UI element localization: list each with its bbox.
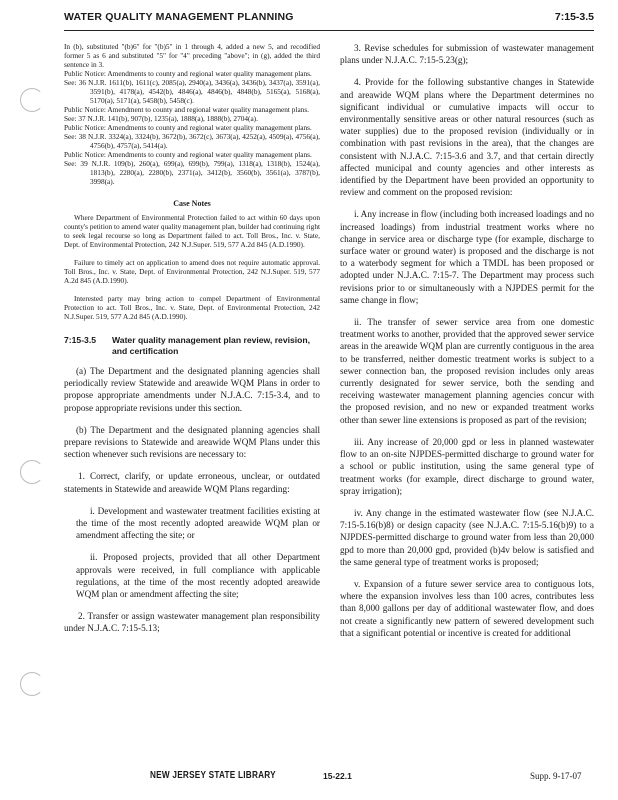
body-paragraph: ii. The transfer of sewer service area from one domestic treatment works to another, provided that the approved sewer service areas in the areawide WQM plan are currently contiguous in the area to be transferred, neither domestic treatment works is subject to a sewer connection ban, the proposed revision includes only areas currently designated for sewer service, both the sending and receiving wastewater management planning agencies concur with the proposed revision, and no new or expanded treatment works other than sewer line extensions is proposed as part of the revision; — [340, 317, 594, 425]
history-note: In (b), substituted "(b)6" for "(b)5" in 1 through 4, added a new 5, and recodified former 5 as 6 and substituted "5" for "4" preceding "above"; in (g), added the third sentence in 3. — [64, 42, 320, 69]
see-citation: See: 37 N.J.R. 141(b), 907(b), 1235(a), 1888(a), 1888(b), 2704(a). — [64, 114, 258, 123]
body-paragraph: 4. Provide for the following substantive changes in Statewide and areawide WQM plans where the Department determines no significant individual or cumulative impacts will occur to environmentally sensitive areas or other natural resources (such as water supplies) due to the proposed revision (individually or in combination with past revisions in the area), that the changes are consistent with N.J.A.C. 7:15-3.6 and 3.7, and that certain directly affected municipal and county agencies and other interests as identified by the Department have been provided an opportunity to review and comment on the proposed revision: — [340, 77, 594, 198]
section-heading — [64, 335, 320, 357]
body-paragraph: (b) The Department and the designated planning agencies shall prepare revisions to Statewide and areawide WQM Plans under this section whenever such revisions are necessary to: — [64, 424, 320, 460]
public-notice: Public Notice: Amendment to county and regional water quality management plans. — [64, 105, 309, 114]
body-paragraph: iii. Any increase of 20,000 gpd or less in planned wastewater flow to an on-site NJPDES-permitted discharge to ground water for a school or public institution, using the same general type of treatment works (for example, direct discharge to ground water, spray irrigation); — [340, 436, 594, 496]
section-title: Water quality management plan review, revision, and certification — [112, 335, 311, 356]
binder-hole-bottom — [20, 672, 44, 696]
left-column — [64, 42, 320, 742]
binder-hole-top — [20, 88, 44, 112]
body-paragraph: i. Any increase in flow (including both increased loadings and no increased loadings) from industrial treatment works where no change in service area or discharge type (for example, discharge to surface water or ground water) is proposed and the discharge is not to a waterbody segment for which a TMDL has been proposed or adopted under N.J.A.C. 7:15-7. The Department may process such revisions prior to or simultaneously with a NJPDES permit for the same change in flow; — [340, 209, 594, 305]
body-paragraph: i. Development and wastewater treatment facilities existing at the time of the most recently adopted areawide WQM plan or amendment affecting the site; or — [76, 505, 320, 541]
binder-hole-middle — [20, 460, 44, 484]
body-paragraph: (a) The Department and the designated planning agencies shall periodically review Statewide and areawide WQM Plans in order to propose appropriate amendments under N.J.A.C. 7:15-3.4, and to propose appropriate revisions under this section. — [64, 366, 320, 413]
public-notice: Public Notice: Amendments to county and regional water quality management plans. — [64, 69, 312, 78]
see-citation: See: 36 N.J.R. 1611(b), 1611(c), 2085(a), 2940(a), 3436(a), 3436(b), 3437(a), 3591(a), 3591(b), 4178(a), 4542(b), 4846(a), 4846(b), 4848(b), 5165(a), 5168(a), 5170(a), 5171(a), 5458(b), 5458(c). — [64, 78, 320, 105]
section-number: 7:15-3.5 — [64, 335, 97, 345]
case-note: Where Department of Environmental Protection failed to act within 60 days upon county's petition to amend water quality management plan, builder had continuing right to seek legal recourse so long as Department failed to act. Toll Bros., Inc. v. State, Dept. of Environmental Protection, 242 N.J.Super. 519, 577 A.2d 845 (A.D.1990). — [64, 213, 320, 249]
case-note: Interested party may bring action to compel Department of Environmental Protection to act. Toll Bros., Inc. v. State, Dept. of Environmental Protection, 242 N.J.Super. 519, 577 A.2d 845 (A.D.1990). — [64, 294, 320, 321]
body-paragraph: iv. Any change in the estimated wastewater flow (see N.J.A.C. 7:15-5.16(b)8) or design capacity (see N.J.A.C. 7:15-5.16(b)9) to a NJPDES-permitted discharge to ground water from less than 20,000 gpd to more than 20,000 gpd, provided (b)4v below is satisfied and the same general type of treatment works is proposed; — [340, 507, 594, 567]
library-stamp: NEW JERSEY STATE LIBRARY — [150, 770, 276, 781]
running-header — [64, 4, 594, 31]
body-paragraph: 2. Transfer or assign wastewater management plan responsibility under N.J.A.C. 7:15-5.13; — [64, 611, 320, 634]
see-citation: See: 38 N.J.R. 3324(a), 3324(b), 3672(b), 3672(c), 3673(a), 4252(a), 4509(a), 4756(a), 4756(b), 4757(a), 5414(a). — [64, 132, 320, 150]
right-column — [340, 42, 594, 742]
public-notice: Public Notice: Amendments to county and regional water quality management plans. — [64, 150, 312, 159]
body-paragraph: ii. Proposed projects, provided that all other Department approvals were received, in full compliance with applicable regulations, at the time of the most recently adopted areawide WQM plan or amendment affecting the site; — [76, 552, 320, 600]
body-paragraph: 3. Revise schedules for submission of wastewater management plans under N.J.A.C. 7:15-5.23(g); — [340, 43, 594, 66]
header-section-ref: 7:15-3.5 — [554, 11, 594, 23]
body-paragraph: v. Expansion of a future sewer service area to contiguous lots, where the expansion involves less than 100 acres, contributes less than 8,000 gallons per day of additional wastewater flow, and does not create a significantly new pattern of sewered development such that a significant potential or incentive is created for additional — [340, 578, 594, 638]
header-title: WATER QUALITY MANAGEMENT PLANNING — [64, 11, 294, 23]
body-paragraph: 1. Correct, clarify, or update erroneous, unclear, or outdated statements in Statewide and areawide WQM Plans regarding: — [64, 471, 320, 494]
case-notes-heading: Case Notes — [173, 199, 211, 208]
supplement-date: Supp. 9-17-07 — [530, 771, 582, 781]
page-number: 15-22.1 — [323, 771, 352, 781]
case-note: Failure to timely act on application to amend does not require automatic approval. Toll Bros., Inc. v. State, Dept. of Environmental Protection, 242 N.J.Super. 519, 577 A.2d 845 (A.D.1990). — [64, 258, 320, 285]
see-citation: See: 39 N.J.R. 109(b), 260(a), 699(a), 699(b), 799(a), 1318(a), 1318(b), 1524(a), 1813(b), 2280(a), 2280(b), 2371(a), 3412(b), 3560(b), 3561(a), 3787(b), 3998(a). — [64, 159, 320, 186]
public-notice: Public Notice: Amendments to county and regional water quality management plans. — [64, 123, 312, 132]
